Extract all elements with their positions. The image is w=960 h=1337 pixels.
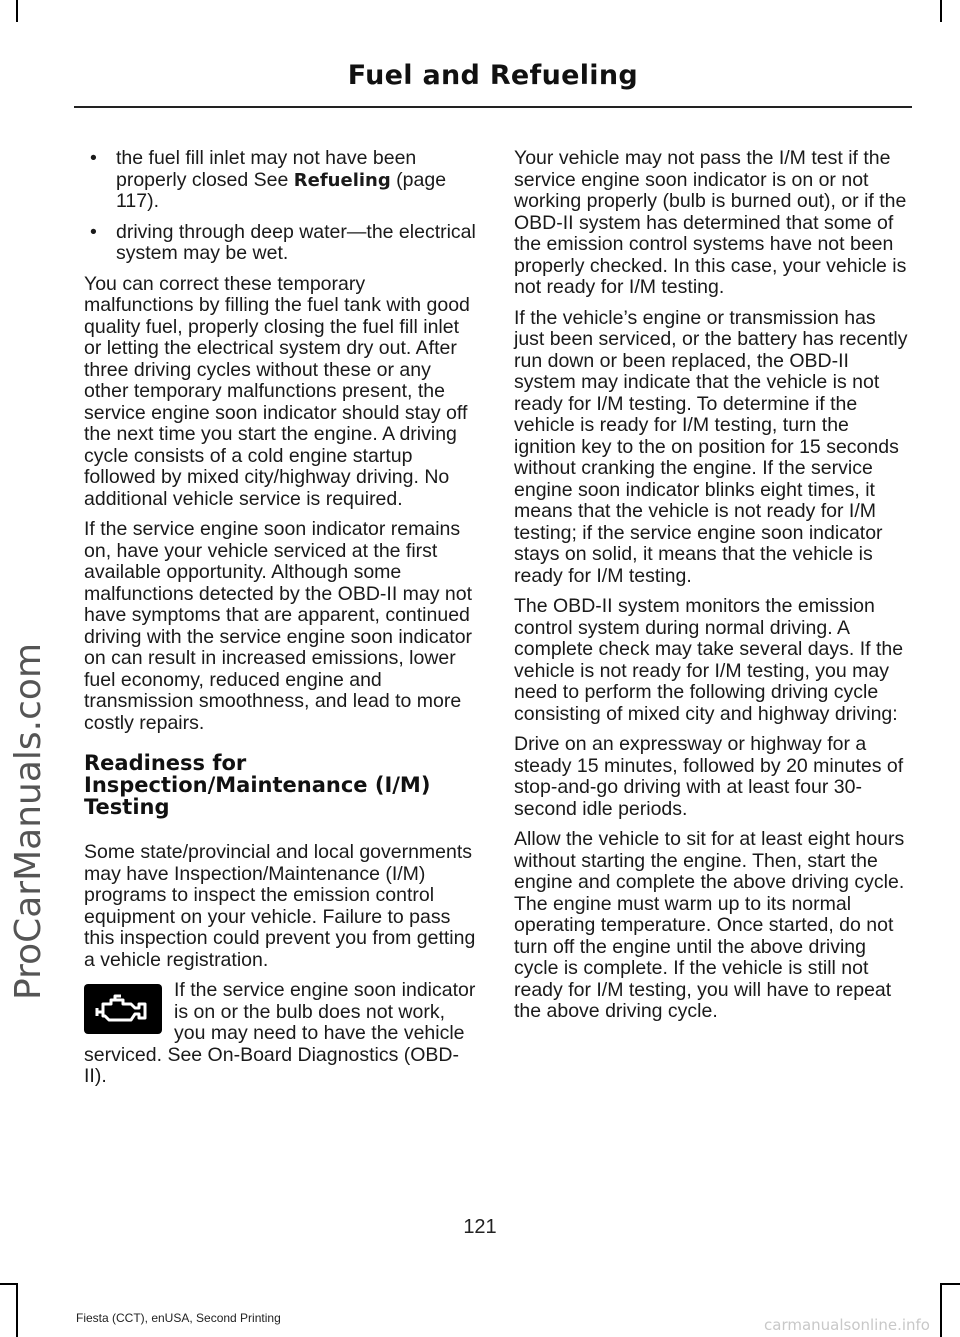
paragraph: If the vehicle’s engine or transmission has just been serviced, or the battery has recently run down or been replaced, the OBD-II system may indicate that the vehicle is not ready for I/M testing. To determine if the vehicle is ready for I/M testing, turn the ignition key to the on position for 15 seconds without cranking the engine. If the service engine soon indicator blinks eight times, it means that the vehicle is not ready for I/M testing; if the service engine soon indicator stays on solid, it means that the vehicle is ready for I/M testing. — [514, 306, 908, 587]
crop-mark-top-right — [940, 0, 942, 22]
refueling-link[interactable]: Refueling — [293, 169, 391, 191]
header-rule — [74, 106, 912, 108]
paragraph: Your vehicle may not pass the I/M test if the service engine soon indicator is on or not working properly (bulb is burned out), or if the OBD-II system has determined that some of the emission control systems have not been properly checked. In this case, your vehicle is not ready for I/M testing. — [514, 147, 907, 298]
paragraph: The OBD-II system monitors the emission control system during normal driving. A complete check may take several days. If the vehicle is not ready for I/M testing, you may need to perform the following driving cycle consisting of mixed city and highway driving: — [514, 595, 904, 725]
bullet-item — [84, 148, 476, 213]
paragraph: Drive on an expressway or highway for a steady 15 minutes, followed by 20 minutes of stop-and-go driving with at least four 30-second idle periods. — [514, 733, 904, 820]
crop-mark-bottom-left-h — [0, 1283, 18, 1285]
edition-footer: Fiesta (CCT), enUSA, Second Printing — [76, 1311, 281, 1325]
side-watermark: ProCarManuals.com — [8, 642, 49, 1000]
bullet-item — [84, 222, 476, 265]
bullet-text-before: the fuel fill inlet may not have been properly closed See — [116, 147, 417, 191]
bullet-dot: • — [90, 220, 97, 243]
site-watermark: carmanualsonline.info — [764, 1316, 930, 1334]
crop-mark-bottom-left — [16, 1283, 18, 1337]
page-number: 121 — [463, 1216, 497, 1238]
section-title: Fuel and Refueling — [347, 60, 638, 91]
bullet-dot: • — [90, 147, 97, 169]
icon-paragraph-text: If the service engine soon indicator is on or the bulb does not work, you may need to have the vehicle serviced. See On-Board Diagnostics (OBD-II). — [84, 979, 476, 1087]
bullet-text-after: (page 117). — [116, 168, 447, 212]
paragraph: You can correct these temporary malfunctions by filling the fuel tank with good quality fuel, properly closing the fuel fill inlet or letting the electrical system dry out. After three driving cycles without these or any other temporary malfunctions present, the service engine soon indicator should stay off the next time you start the engine. A driving cycle consists of a cold engine startup followed by mixed city/highway driving. No additional vehicle service is required. — [84, 272, 470, 510]
section-heading: Readiness for Inspection/Maintenance (I/M) Testing — [84, 751, 431, 819]
crop-mark-bottom-right — [940, 1283, 942, 1337]
crop-mark-bottom-right-h — [940, 1283, 960, 1285]
paragraph: Some state/provincial and local governments may have Inspection/Maintenance (I/M) programs to inspect the emission control equipment on your vehicle. Failure to pass this inspection could prevent you from getting a vehicle registration. — [84, 841, 476, 971]
paragraph: Allow the vehicle to sit for at least eight hours without starting the engine. Then, start the engine and complete the above driving cycle. The engine must warm up to its normal operating temperature. Once started, do not turn off the engine until the above driving cycle is complete. If the vehicle is still not ready for I/M testing, you will have to repeat the above driving cycle. — [514, 828, 905, 1022]
icon-paragraph — [84, 980, 476, 1088]
check-engine-icon — [84, 984, 162, 1034]
left-column — [84, 148, 476, 1088]
right-column — [514, 148, 910, 1032]
paragraph: If the service engine soon indicator remains on, have your vehicle serviced at the first available opportunity. Although some malfunctions detected by the OBD-II may not have symptoms that are apparent, continued driving with the service engine soon indicator on can result in increased emissions, lower fuel economy, reduced engine and transmission smoothness, and lead to more costly repairs. — [84, 518, 473, 734]
bullet-text: driving through deep water—the electrical system may be wet. — [116, 220, 476, 264]
crop-mark-top-left — [16, 0, 18, 22]
